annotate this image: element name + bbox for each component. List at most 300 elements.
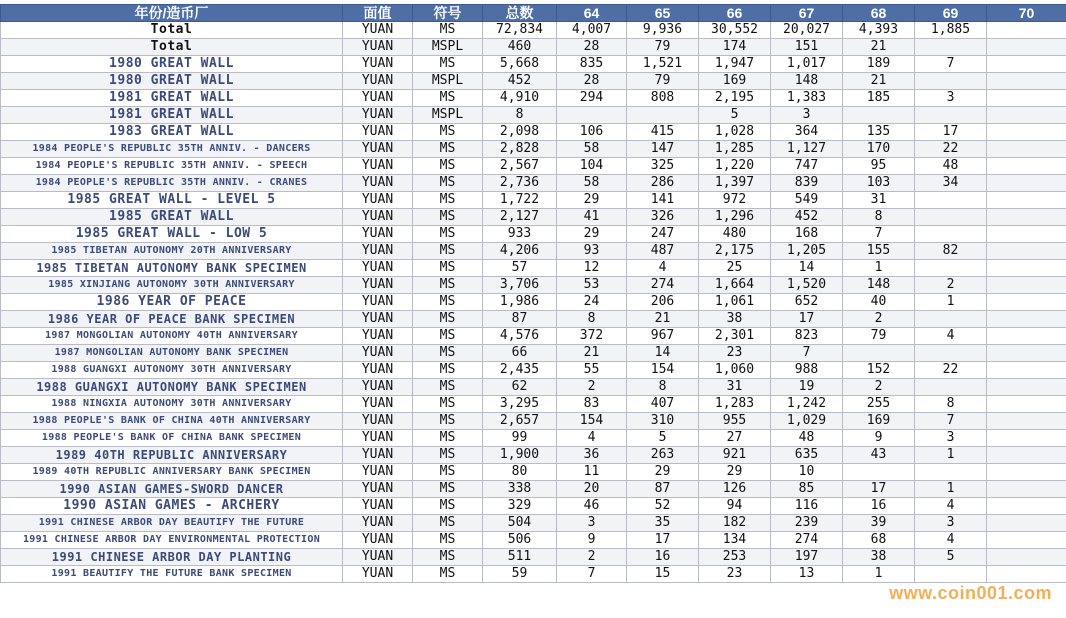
cell-g65[interactable]: 17 <box>627 532 699 549</box>
cell-g66[interactable]: 38 <box>699 311 771 328</box>
cell-g70[interactable] <box>987 277 1066 294</box>
cell-g70[interactable] <box>987 158 1066 175</box>
cell-g65[interactable]: 1,521 <box>627 56 699 73</box>
cell-g65[interactable]: 967 <box>627 328 699 345</box>
cell-g70[interactable] <box>987 532 1066 549</box>
cell-total[interactable]: 1,722 <box>483 192 557 209</box>
cell-designation[interactable]: MS <box>413 447 483 464</box>
cell-designation[interactable]: MS <box>413 532 483 549</box>
cell-g66[interactable]: 169 <box>699 73 771 90</box>
cell-g66[interactable]: 126 <box>699 481 771 498</box>
cell-g64[interactable]: 41 <box>557 209 627 226</box>
cell-g70[interactable] <box>987 328 1066 345</box>
cell-g64[interactable]: 20 <box>557 481 627 498</box>
cell-designation[interactable]: MS <box>413 243 483 260</box>
cell-name[interactable]: Total <box>1 22 343 39</box>
cell-g70[interactable] <box>987 311 1066 328</box>
cell-g65[interactable]: 147 <box>627 141 699 158</box>
cell-g64[interactable]: 58 <box>557 175 627 192</box>
cell-g68[interactable]: 103 <box>843 175 915 192</box>
cell-name[interactable]: 1980 GREAT WALL <box>1 56 343 73</box>
cell-g64[interactable]: 11 <box>557 464 627 481</box>
cell-g66[interactable]: 27 <box>699 430 771 447</box>
cell-name[interactable]: 1991 CHINESE ARBOR DAY BEAUTIFY THE FUTURE <box>1 515 343 532</box>
header-grade-69[interactable]: 69 <box>915 5 987 22</box>
cell-denomination[interactable]: YUAN <box>343 515 413 532</box>
cell-g68[interactable]: 1 <box>843 566 915 583</box>
cell-designation[interactable]: MS <box>413 158 483 175</box>
cell-denomination[interactable]: YUAN <box>343 107 413 124</box>
cell-g69[interactable]: 3 <box>915 515 987 532</box>
cell-g69[interactable]: 4 <box>915 498 987 515</box>
cell-g66[interactable]: 182 <box>699 515 771 532</box>
cell-name[interactable]: 1989 40TH REPUBLIC ANNIVERSARY BANK SPECIMEN <box>1 464 343 481</box>
cell-name[interactable]: 1990 ASIAN GAMES - ARCHERY <box>1 498 343 515</box>
cell-g68[interactable]: 39 <box>843 515 915 532</box>
cell-g69[interactable] <box>915 345 987 362</box>
cell-g70[interactable] <box>987 226 1066 243</box>
cell-g67[interactable]: 635 <box>771 447 843 464</box>
cell-g69[interactable] <box>915 209 987 226</box>
cell-denomination[interactable]: YUAN <box>343 226 413 243</box>
cell-denomination[interactable]: YUAN <box>343 447 413 464</box>
cell-name[interactable]: 1984 PEOPLE'S REPUBLIC 35TH ANNIV. - DANCERS <box>1 141 343 158</box>
cell-g67[interactable]: 85 <box>771 481 843 498</box>
cell-denomination[interactable]: YUAN <box>343 328 413 345</box>
cell-g69[interactable]: 3 <box>915 430 987 447</box>
cell-designation[interactable]: MS <box>413 566 483 583</box>
cell-name[interactable]: 1989 40TH REPUBLIC ANNIVERSARY <box>1 447 343 464</box>
cell-g68[interactable]: 68 <box>843 532 915 549</box>
cell-g65[interactable]: 325 <box>627 158 699 175</box>
cell-g67[interactable]: 652 <box>771 294 843 311</box>
cell-g70[interactable] <box>987 515 1066 532</box>
cell-denomination[interactable]: YUAN <box>343 566 413 583</box>
cell-denomination[interactable]: YUAN <box>343 175 413 192</box>
header-grade-64[interactable]: 64 <box>557 5 627 22</box>
cell-denomination[interactable]: YUAN <box>343 277 413 294</box>
cell-total[interactable]: 511 <box>483 549 557 566</box>
cell-g67[interactable]: 19 <box>771 379 843 396</box>
cell-g64[interactable]: 24 <box>557 294 627 311</box>
cell-g67[interactable]: 1,127 <box>771 141 843 158</box>
cell-denomination[interactable]: YUAN <box>343 243 413 260</box>
cell-g65[interactable]: 206 <box>627 294 699 311</box>
cell-g68[interactable]: 1 <box>843 260 915 277</box>
cell-g70[interactable] <box>987 192 1066 209</box>
cell-total[interactable]: 2,127 <box>483 209 557 226</box>
cell-total[interactable]: 2,828 <box>483 141 557 158</box>
cell-name[interactable]: 1985 GREAT WALL - LOW 5 <box>1 226 343 243</box>
cell-g65[interactable]: 87 <box>627 481 699 498</box>
cell-total[interactable]: 66 <box>483 345 557 362</box>
cell-g65[interactable]: 8 <box>627 379 699 396</box>
cell-g64[interactable]: 28 <box>557 73 627 90</box>
cell-g67[interactable]: 364 <box>771 124 843 141</box>
cell-designation[interactable]: MSPL <box>413 39 483 56</box>
header-grade-68[interactable]: 68 <box>843 5 915 22</box>
cell-total[interactable]: 1,900 <box>483 447 557 464</box>
cell-total[interactable]: 59 <box>483 566 557 583</box>
header-total[interactable]: 总数 <box>483 5 557 22</box>
cell-g66[interactable]: 1,028 <box>699 124 771 141</box>
cell-g64[interactable]: 9 <box>557 532 627 549</box>
cell-g67[interactable]: 17 <box>771 311 843 328</box>
cell-g67[interactable]: 1,205 <box>771 243 843 260</box>
cell-g70[interactable] <box>987 260 1066 277</box>
cell-designation[interactable]: MS <box>413 362 483 379</box>
cell-g67[interactable]: 452 <box>771 209 843 226</box>
cell-g66[interactable]: 29 <box>699 464 771 481</box>
cell-g68[interactable]: 2 <box>843 311 915 328</box>
cell-g64[interactable]: 21 <box>557 345 627 362</box>
cell-total[interactable]: 2,657 <box>483 413 557 430</box>
cell-g68[interactable]: 170 <box>843 141 915 158</box>
cell-g68[interactable]: 185 <box>843 90 915 107</box>
cell-g69[interactable]: 4 <box>915 328 987 345</box>
cell-designation[interactable]: MS <box>413 464 483 481</box>
cell-g66[interactable]: 30,552 <box>699 22 771 39</box>
cell-denomination[interactable]: YUAN <box>343 294 413 311</box>
cell-g66[interactable]: 2,175 <box>699 243 771 260</box>
cell-g69[interactable] <box>915 311 987 328</box>
cell-g70[interactable] <box>987 243 1066 260</box>
cell-name[interactable]: 1985 TIBETAN AUTONOMY BANK SPECIMEN <box>1 260 343 277</box>
cell-total[interactable]: 504 <box>483 515 557 532</box>
cell-g69[interactable]: 2 <box>915 277 987 294</box>
cell-g68[interactable] <box>843 345 915 362</box>
cell-g68[interactable] <box>843 464 915 481</box>
cell-g70[interactable] <box>987 56 1066 73</box>
cell-g70[interactable] <box>987 73 1066 90</box>
cell-name[interactable]: 1987 MONGOLIAN AUTONOMY 40TH ANNIVERSARY <box>1 328 343 345</box>
cell-g64[interactable]: 4,007 <box>557 22 627 39</box>
cell-g64[interactable]: 12 <box>557 260 627 277</box>
cell-name[interactable]: 1980 GREAT WALL <box>1 73 343 90</box>
cell-total[interactable]: 338 <box>483 481 557 498</box>
cell-g67[interactable]: 239 <box>771 515 843 532</box>
cell-g70[interactable] <box>987 22 1066 39</box>
cell-g65[interactable]: 52 <box>627 498 699 515</box>
cell-g66[interactable]: 5 <box>699 107 771 124</box>
cell-g65[interactable]: 4 <box>627 260 699 277</box>
cell-designation[interactable]: MS <box>413 498 483 515</box>
cell-name[interactable]: 1984 PEOPLE'S REPUBLIC 35TH ANNIV. - CRANES <box>1 175 343 192</box>
cell-denomination[interactable]: YUAN <box>343 311 413 328</box>
cell-g68[interactable]: 9 <box>843 430 915 447</box>
cell-g70[interactable] <box>987 481 1066 498</box>
cell-g69[interactable]: 5 <box>915 549 987 566</box>
cell-g65[interactable]: 247 <box>627 226 699 243</box>
cell-g68[interactable]: 152 <box>843 362 915 379</box>
cell-total[interactable]: 2,435 <box>483 362 557 379</box>
cell-g64[interactable]: 2 <box>557 379 627 396</box>
cell-g68[interactable]: 95 <box>843 158 915 175</box>
cell-g64[interactable]: 4 <box>557 430 627 447</box>
cell-g70[interactable] <box>987 294 1066 311</box>
cell-name[interactable]: 1988 PEOPLE'S BANK OF CHINA 40TH ANNIVERSARY <box>1 413 343 430</box>
cell-g65[interactable]: 35 <box>627 515 699 532</box>
cell-g66[interactable]: 31 <box>699 379 771 396</box>
cell-g67[interactable]: 151 <box>771 39 843 56</box>
cell-g70[interactable] <box>987 549 1066 566</box>
cell-g66[interactable]: 94 <box>699 498 771 515</box>
cell-designation[interactable]: MS <box>413 294 483 311</box>
cell-g65[interactable]: 21 <box>627 311 699 328</box>
cell-denomination[interactable]: YUAN <box>343 260 413 277</box>
cell-g69[interactable]: 7 <box>915 56 987 73</box>
cell-designation[interactable]: MS <box>413 481 483 498</box>
cell-g70[interactable] <box>987 413 1066 430</box>
cell-denomination[interactable]: YUAN <box>343 39 413 56</box>
cell-g65[interactable]: 79 <box>627 73 699 90</box>
cell-total[interactable]: 2,098 <box>483 124 557 141</box>
cell-g65[interactable]: 310 <box>627 413 699 430</box>
cell-g64[interactable]: 46 <box>557 498 627 515</box>
cell-g70[interactable] <box>987 39 1066 56</box>
cell-g66[interactable]: 1,664 <box>699 277 771 294</box>
cell-g68[interactable]: 21 <box>843 39 915 56</box>
cell-g68[interactable]: 2 <box>843 379 915 396</box>
cell-g67[interactable]: 48 <box>771 430 843 447</box>
cell-designation[interactable]: MS <box>413 413 483 430</box>
cell-g65[interactable]: 808 <box>627 90 699 107</box>
cell-g68[interactable]: 135 <box>843 124 915 141</box>
cell-name[interactable]: 1988 GUANGXI AUTONOMY BANK SPECIMEN <box>1 379 343 396</box>
cell-g68[interactable]: 255 <box>843 396 915 413</box>
cell-g69[interactable] <box>915 39 987 56</box>
cell-g67[interactable]: 1,383 <box>771 90 843 107</box>
cell-g65[interactable] <box>627 107 699 124</box>
cell-g66[interactable]: 1,061 <box>699 294 771 311</box>
cell-g67[interactable]: 549 <box>771 192 843 209</box>
header-grade-67[interactable]: 67 <box>771 5 843 22</box>
cell-g69[interactable]: 1 <box>915 481 987 498</box>
cell-g69[interactable] <box>915 464 987 481</box>
cell-total[interactable]: 62 <box>483 379 557 396</box>
cell-name[interactable]: 1985 GREAT WALL <box>1 209 343 226</box>
cell-g68[interactable]: 8 <box>843 209 915 226</box>
cell-g69[interactable] <box>915 107 987 124</box>
cell-g64[interactable]: 8 <box>557 311 627 328</box>
cell-denomination[interactable]: YUAN <box>343 124 413 141</box>
cell-g68[interactable]: 189 <box>843 56 915 73</box>
cell-g67[interactable]: 197 <box>771 549 843 566</box>
cell-denomination[interactable]: YUAN <box>343 464 413 481</box>
cell-name[interactable]: 1985 GREAT WALL - LEVEL 5 <box>1 192 343 209</box>
cell-g64[interactable]: 28 <box>557 39 627 56</box>
cell-designation[interactable]: MS <box>413 22 483 39</box>
cell-g64[interactable] <box>557 107 627 124</box>
cell-g67[interactable]: 1,242 <box>771 396 843 413</box>
cell-g68[interactable]: 155 <box>843 243 915 260</box>
cell-g68[interactable]: 17 <box>843 481 915 498</box>
cell-g69[interactable] <box>915 192 987 209</box>
cell-g65[interactable]: 29 <box>627 464 699 481</box>
cell-name[interactable]: 1988 GUANGXI AUTONOMY 30TH ANNIVERSARY <box>1 362 343 379</box>
cell-g64[interactable]: 55 <box>557 362 627 379</box>
cell-g69[interactable]: 8 <box>915 396 987 413</box>
cell-g66[interactable]: 2,195 <box>699 90 771 107</box>
cell-designation[interactable]: MSPL <box>413 107 483 124</box>
cell-designation[interactable]: MS <box>413 141 483 158</box>
cell-g70[interactable] <box>987 209 1066 226</box>
cell-total[interactable]: 4,206 <box>483 243 557 260</box>
cell-g66[interactable]: 2,301 <box>699 328 771 345</box>
cell-g70[interactable] <box>987 379 1066 396</box>
cell-g65[interactable]: 14 <box>627 345 699 362</box>
cell-g64[interactable]: 2 <box>557 549 627 566</box>
cell-total[interactable]: 933 <box>483 226 557 243</box>
cell-g66[interactable]: 972 <box>699 192 771 209</box>
cell-g65[interactable]: 5 <box>627 430 699 447</box>
cell-g69[interactable]: 22 <box>915 141 987 158</box>
cell-g68[interactable]: 16 <box>843 498 915 515</box>
cell-g69[interactable]: 1 <box>915 294 987 311</box>
cell-name[interactable]: 1985 XINJIANG AUTONOMY 30TH ANNIVERSARY <box>1 277 343 294</box>
cell-denomination[interactable]: YUAN <box>343 345 413 362</box>
cell-g70[interactable] <box>987 124 1066 141</box>
cell-g67[interactable]: 988 <box>771 362 843 379</box>
cell-total[interactable]: 329 <box>483 498 557 515</box>
cell-g64[interactable]: 294 <box>557 90 627 107</box>
cell-denomination[interactable]: YUAN <box>343 141 413 158</box>
cell-total[interactable]: 3,295 <box>483 396 557 413</box>
cell-name[interactable]: 1985 TIBETAN AUTONOMY 20TH ANNIVERSARY <box>1 243 343 260</box>
cell-designation[interactable]: MS <box>413 124 483 141</box>
cell-g64[interactable]: 36 <box>557 447 627 464</box>
cell-total[interactable]: 99 <box>483 430 557 447</box>
cell-g69[interactable]: 1,885 <box>915 22 987 39</box>
cell-denomination[interactable]: YUAN <box>343 396 413 413</box>
cell-g70[interactable] <box>987 362 1066 379</box>
cell-g64[interactable]: 104 <box>557 158 627 175</box>
cell-g69[interactable]: 1 <box>915 447 987 464</box>
cell-g68[interactable]: 31 <box>843 192 915 209</box>
cell-name[interactable]: 1984 PEOPLE'S REPUBLIC 35TH ANNIV. - SPEECH <box>1 158 343 175</box>
cell-total[interactable]: 452 <box>483 73 557 90</box>
cell-g66[interactable]: 1,397 <box>699 175 771 192</box>
cell-total[interactable]: 1,986 <box>483 294 557 311</box>
cell-g70[interactable] <box>987 566 1066 583</box>
cell-g69[interactable]: 4 <box>915 532 987 549</box>
cell-g70[interactable] <box>987 430 1066 447</box>
cell-name[interactable]: 1991 BEAUTIFY THE FUTURE BANK SPECIMEN <box>1 566 343 583</box>
cell-denomination[interactable]: YUAN <box>343 481 413 498</box>
cell-g65[interactable]: 15 <box>627 566 699 583</box>
cell-g67[interactable]: 1,017 <box>771 56 843 73</box>
cell-g68[interactable] <box>843 107 915 124</box>
cell-g70[interactable] <box>987 90 1066 107</box>
cell-g69[interactable] <box>915 73 987 90</box>
cell-total[interactable]: 2,736 <box>483 175 557 192</box>
cell-total[interactable]: 80 <box>483 464 557 481</box>
cell-g66[interactable]: 23 <box>699 566 771 583</box>
cell-g64[interactable]: 53 <box>557 277 627 294</box>
cell-denomination[interactable]: YUAN <box>343 532 413 549</box>
cell-g65[interactable]: 407 <box>627 396 699 413</box>
cell-total[interactable]: 72,834 <box>483 22 557 39</box>
cell-g70[interactable] <box>987 141 1066 158</box>
cell-g67[interactable]: 1,520 <box>771 277 843 294</box>
header-grade-66[interactable]: 66 <box>699 5 771 22</box>
cell-designation[interactable]: MS <box>413 192 483 209</box>
cell-denomination[interactable]: YUAN <box>343 73 413 90</box>
cell-designation[interactable]: MSPL <box>413 73 483 90</box>
cell-g65[interactable]: 326 <box>627 209 699 226</box>
cell-g66[interactable]: 1,220 <box>699 158 771 175</box>
cell-g65[interactable]: 487 <box>627 243 699 260</box>
cell-name[interactable]: 1988 NINGXIA AUTONOMY 30TH ANNIVERSARY <box>1 396 343 413</box>
cell-denomination[interactable]: YUAN <box>343 209 413 226</box>
cell-g65[interactable]: 154 <box>627 362 699 379</box>
header-designation[interactable]: 符号 <box>413 5 483 22</box>
cell-g65[interactable]: 141 <box>627 192 699 209</box>
cell-g64[interactable]: 3 <box>557 515 627 532</box>
cell-g70[interactable] <box>987 107 1066 124</box>
cell-name[interactable]: 1986 YEAR OF PEACE <box>1 294 343 311</box>
cell-g70[interactable] <box>987 498 1066 515</box>
cell-total[interactable]: 87 <box>483 311 557 328</box>
cell-name[interactable]: Total <box>1 39 343 56</box>
cell-g64[interactable]: 372 <box>557 328 627 345</box>
cell-g66[interactable]: 480 <box>699 226 771 243</box>
cell-g69[interactable]: 3 <box>915 90 987 107</box>
cell-g68[interactable]: 40 <box>843 294 915 311</box>
cell-g68[interactable]: 148 <box>843 277 915 294</box>
cell-g64[interactable]: 83 <box>557 396 627 413</box>
cell-designation[interactable]: MS <box>413 260 483 277</box>
cell-g68[interactable]: 43 <box>843 447 915 464</box>
cell-designation[interactable]: MS <box>413 345 483 362</box>
cell-total[interactable]: 3,706 <box>483 277 557 294</box>
cell-g64[interactable]: 835 <box>557 56 627 73</box>
cell-g70[interactable] <box>987 345 1066 362</box>
cell-g66[interactable]: 253 <box>699 549 771 566</box>
cell-g66[interactable]: 1,296 <box>699 209 771 226</box>
cell-g66[interactable]: 23 <box>699 345 771 362</box>
cell-total[interactable]: 506 <box>483 532 557 549</box>
cell-designation[interactable]: MS <box>413 209 483 226</box>
cell-g66[interactable]: 25 <box>699 260 771 277</box>
cell-designation[interactable]: MS <box>413 379 483 396</box>
cell-name[interactable]: 1991 CHINESE ARBOR DAY PLANTING <box>1 549 343 566</box>
cell-designation[interactable]: MS <box>413 56 483 73</box>
cell-g67[interactable]: 1,029 <box>771 413 843 430</box>
cell-g70[interactable] <box>987 447 1066 464</box>
cell-g70[interactable] <box>987 175 1066 192</box>
cell-denomination[interactable]: YUAN <box>343 379 413 396</box>
cell-g70[interactable] <box>987 396 1066 413</box>
header-year-mint[interactable]: 年份/造币厂 <box>1 5 343 22</box>
cell-g65[interactable]: 286 <box>627 175 699 192</box>
cell-g66[interactable]: 921 <box>699 447 771 464</box>
cell-g66[interactable]: 1,947 <box>699 56 771 73</box>
cell-denomination[interactable]: YUAN <box>343 22 413 39</box>
cell-g69[interactable]: 34 <box>915 175 987 192</box>
cell-g67[interactable]: 7 <box>771 345 843 362</box>
cell-g69[interactable] <box>915 260 987 277</box>
header-denomination[interactable]: 面值 <box>343 5 413 22</box>
cell-g68[interactable]: 79 <box>843 328 915 345</box>
cell-designation[interactable]: MS <box>413 226 483 243</box>
cell-g69[interactable]: 48 <box>915 158 987 175</box>
cell-g64[interactable]: 93 <box>557 243 627 260</box>
cell-g67[interactable]: 14 <box>771 260 843 277</box>
cell-g64[interactable]: 29 <box>557 192 627 209</box>
header-grade-70[interactable]: 70 <box>987 5 1066 22</box>
cell-total[interactable]: 57 <box>483 260 557 277</box>
